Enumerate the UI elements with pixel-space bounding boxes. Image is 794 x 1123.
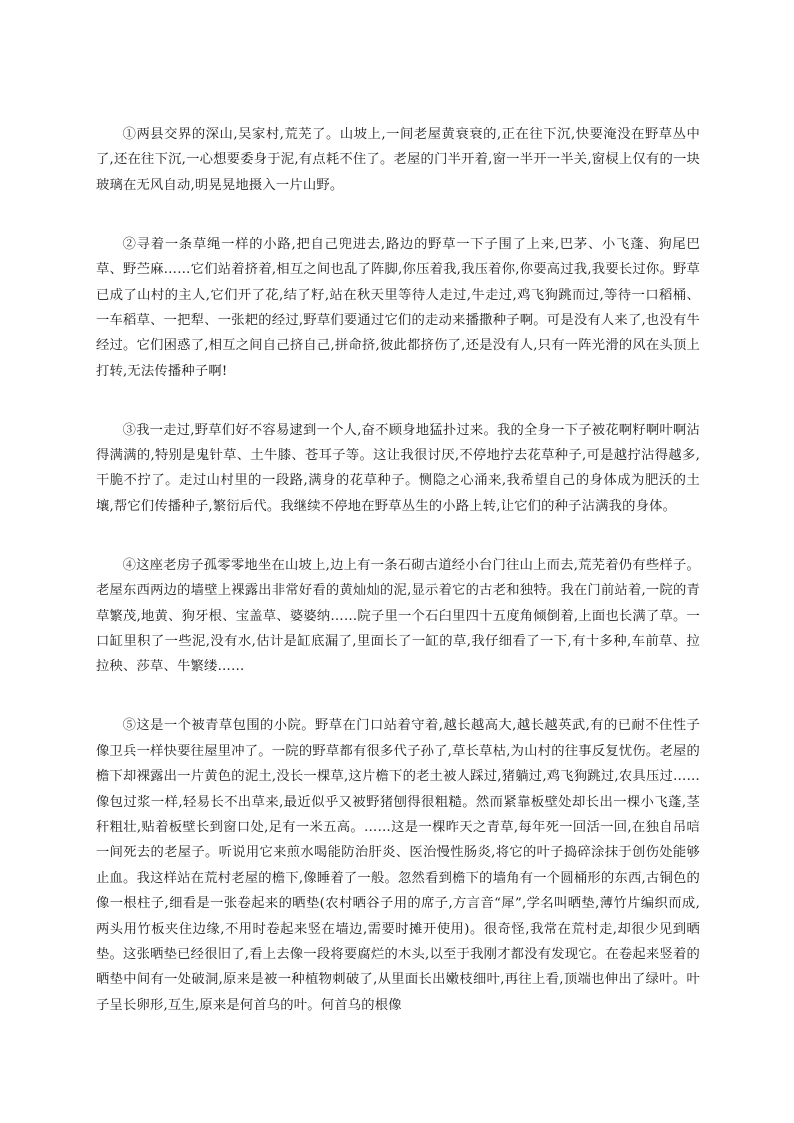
paragraph-3: ③我一走过,野草们好不容易逮到一个人,奋不顾身地猛扑过来。我的全身一下子被花啊籽啊叶啊沾得满满的,特别是鬼针草、土牛膝、苍耳子等。这让我很讨厌,不停地拧去花草种子,可是越拧沾得越多,干脆不拧了。走过山村里的一段路,满身的花草种子。恻隐之心涌来,我希望自己的身体成为肥沃的土壤,帮它们传播种子,繁衍后代。我继续不停地在野草丛生的小路上转,让它们的种子沾满我的身体。 bbox=[96, 422, 700, 514]
paragraph-2: ②寻着一条草绳一样的小路,把自己兜进去,路边的野草一下子围了上来,巴茅、小飞蓬、狗尾巴草、野苎麻……它们站着挤着,相互之间也乱了阵脚,你压着我,我压着你,你要高过我,我要长过你。野草已成了山村的主人,它们开了花,结了籽,站在秋天里等待人走过,牛走过,鸡飞狗跳而过,等待一口稻桶、一车稻草、一把犁、一张耙的经过,野草们要通过它们的走动来播撒种子啊。可是没有人来了,也没有牛经过。它们困惑了,相互之间自己挤自己,拼命挤,彼此都挤伤了,还是没有人,只有一阵光滑的风在头顶上打转,无法传播种子啊! bbox=[96, 236, 700, 379]
paragraph-4: ④这座老房子孤零零地坐在山坡上,边上有一条石砌古道经小台门往山上而去,荒芜着仍有些样子。老屋东西两边的墙壁上裸露出非常好看的黄灿灿的泥,显示着它的古老和独特。我在门前站着,一院的青草繁茂,地黄、狗牙根、宝盖草、婆婆纳……院子里一个石臼里四十五度角倾倒着,上面也长满了草。一口缸里积了一些泥,没有水,估计是缸底漏了,里面长了一缸的草,我仔细看了一下,有十多种,车前草、拉拉秧、莎草、牛繁缕…… bbox=[96, 557, 700, 675]
paragraph-5: ⑤这是一个被青草包围的小院。野草在门口站着守着,越长越高大,越长越英武,有的已耐不住性子像卫兵一样快要往屋里冲了。一院的野草都有很多代子孙了,草长草枯,为山村的往事反复忧伤。老屋的檐下却裸露出一片黄色的泥土,没长一棵草,这片檐下的老土被人踩过,猪躺过,鸡飞狗跳过,农具压过……像包过浆一样,轻易长不出草来,最近似乎又被野猪刨得很粗糙。然而紧靠板壁处却长出一棵小飞蓬,茎秆粗壮,贴着板壁长到窗口处,足有一米五高。……这是一棵昨天之青草,每年死一回活一回,在独自吊唁一间死去的老屋子。听说用它来煎水喝能防治肝炎、医治慢性肠炎,将它的叶子捣碎涂抹于创伤处能够止血。我这样站在荒村老屋的檐下,像睡着了一般。忽然看到檐下的墙角有一个圆桶形的东西,古铜色的像一根柱子,细看是一张卷起来的晒垫(农村晒谷子用的席子,方言音“犀”,学名叫晒垫,薄竹片编织而成,两头用竹板夹住边缘,不用时卷起来竖在墙边,需要时摊开使用)。很奇怪,我常在荒村走,却很少见到晒垫。这张晒垫已经很旧了,看上去像一段将要腐烂的木头,以至于我刚才都没有发现它。在卷起来竖着的晒垫中间有一处破洞,原来是被一种植物刺破了,从里面长出嫩枝细叶,再往上看,顶端也伸出了绿叶。叶子呈长卵形,互生,原来是何首乌的叶。何首乌的根像 bbox=[96, 718, 700, 1013]
document-body bbox=[96, 122, 700, 1018]
paragraph-1: ①两县交界的深山,吴家村,荒芜了。山坡上,一间老屋黄衰衰的,正在往下沉,快要淹没在野草丛中了,还在往下沉,一心想要委身于泥,有点耗不住了。老屋的门半开着,窗一半开一半关,窗棂上仅有的一块玻璃在无风自动,明晃晃地摄入一片山野。 bbox=[96, 127, 700, 193]
